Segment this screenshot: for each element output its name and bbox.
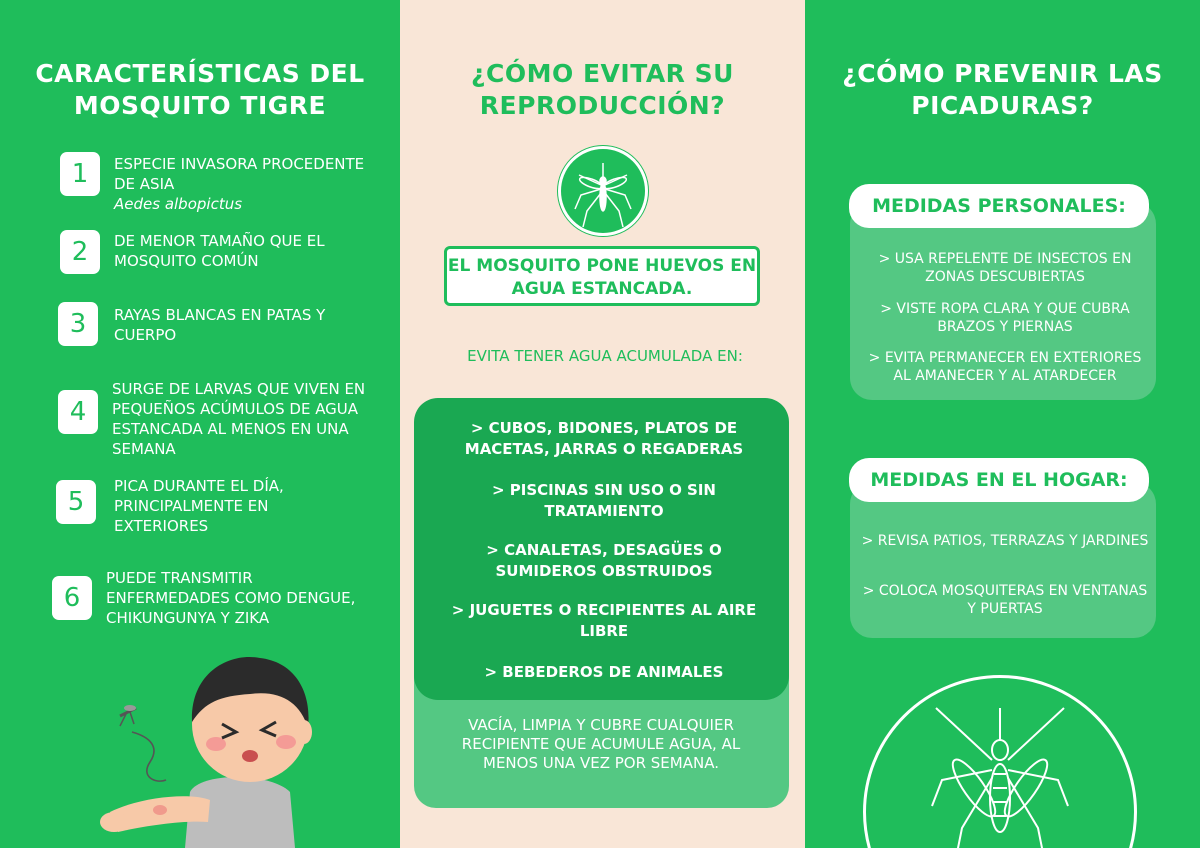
right-title	[805, 58, 1200, 122]
number-badge: 6	[52, 576, 92, 620]
list-item: > USA REPELENTE DE INSECTOS EN ZONAS DESCUBIERTAS	[878, 251, 1132, 285]
personal-measures-heading: MEDIDAS PERSONALES:	[849, 184, 1149, 228]
right-title-line1: ¿CÓMO PREVENIR LAS	[842, 59, 1163, 88]
left-title	[0, 58, 400, 122]
list-item: > COLOCA MOSQUITERAS EN VENTANAS Y PUERTAS	[862, 583, 1148, 617]
list-item: > VISTE ROPA CLARA Y QUE CUBRA BRAZOS Y PIERNAS	[880, 301, 1130, 335]
list-item: > REVISA PATIOS, TERRAZAS Y JARDINES	[861, 533, 1149, 549]
left-title-line1: CARACTERÍSTICAS DEL	[35, 59, 365, 88]
left-title-line2: MOSQUITO TIGRE	[73, 91, 327, 120]
water-sources-box	[414, 398, 789, 700]
number-badge: 4	[58, 390, 98, 434]
list-item: > BEBEDEROS DE ANIMALES	[484, 663, 724, 681]
weekly-tip-text: VACÍA, LIMPIA Y CUBRE CUALQUIER RECIPIENTE QUE ACUMULE AGUA, AL MENOS UNA VEZ POR SEMANA.	[461, 716, 741, 772]
middle-title-line1: ¿CÓMO EVITAR SU	[471, 59, 734, 88]
number-badge: 5	[56, 480, 96, 524]
list-item: PUEDE TRANSMITIR ENFERMEDADES COMO DENGUE, CHIKUNGUNYA Y ZIKA	[106, 569, 356, 627]
child-bitten-illustration	[90, 632, 330, 848]
middle-title	[400, 58, 805, 122]
list-item: PICA DURANTE EL DÍA, PRINCIPALMENTE EN EXTERIORES	[114, 477, 284, 535]
list-item: > EVITA PERMANECER EN EXTERIORES AL AMANECER Y AL ATARDECER	[868, 350, 1142, 384]
list-item: > PISCINAS SIN USO O SIN TRATAMIENTO	[492, 481, 716, 520]
list-item: > CANALETAS, DESAGÜES O SUMIDEROS OBSTRUIDOS	[486, 541, 722, 580]
left-panel	[0, 0, 400, 848]
item-text: ESPECIE INVASORA PROCEDENTE DE ASIA	[114, 155, 365, 193]
list-item: SURGE DE LARVAS QUE VIVEN EN PEQUEÑOS ACÚMULOS DE AGUA ESTANCADA AL MENOS EN UNA SEMANA	[112, 380, 366, 458]
right-panel	[805, 0, 1200, 848]
right-title-line2: PICADURAS?	[911, 91, 1094, 120]
list-item: DE MENOR TAMAÑO QUE EL MOSQUITO COMÚN	[114, 232, 325, 270]
list-item: RAYAS BLANCAS EN PATAS Y CUERPO	[114, 306, 326, 344]
mosquito-outline-icon	[863, 675, 1137, 848]
number-badge: 1	[60, 152, 100, 196]
avoid-label: EVITA TENER AGUA ACUMULADA EN:	[467, 347, 743, 365]
number-badge: 2	[60, 230, 100, 274]
eggs-notice: EL MOSQUITO PONE HUEVOS EN AGUA ESTANCADA.	[444, 246, 760, 306]
small-mosquito-icon	[120, 705, 166, 781]
middle-panel	[400, 0, 805, 848]
number-badge: 3	[58, 302, 98, 346]
home-measures-heading: MEDIDAS EN EL HOGAR:	[849, 458, 1149, 502]
list-item: > CUBOS, BIDONES, PLATOS DE MACETAS, JARRAS O REGADERAS	[464, 419, 744, 458]
mosquito-icon	[558, 146, 648, 236]
scientific-name: Aedes albopictus	[114, 195, 243, 213]
list-item	[114, 154, 374, 214]
list-item: > JUGUETES O RECIPIENTES AL AIRE LIBRE	[451, 601, 757, 640]
middle-title-line2: REPRODUCCIÓN?	[479, 91, 726, 120]
